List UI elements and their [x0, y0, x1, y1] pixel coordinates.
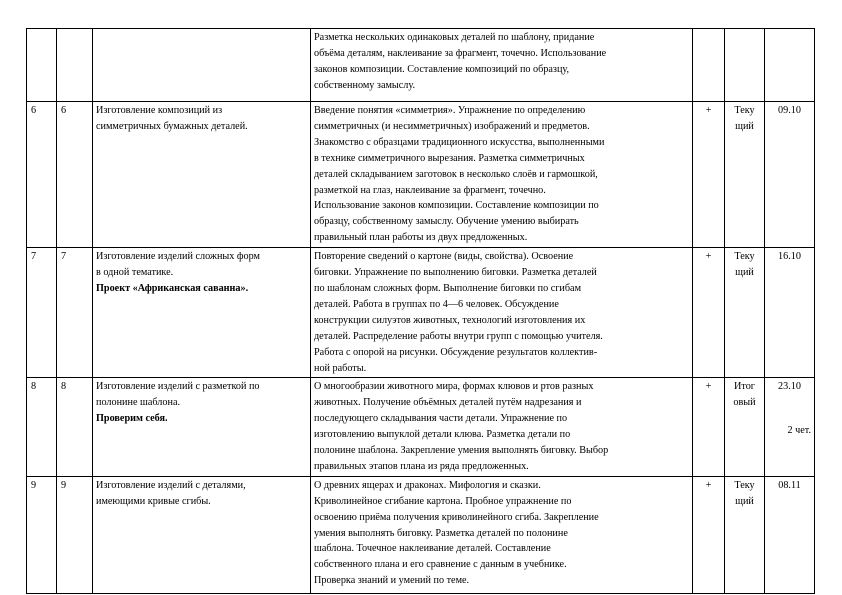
control-type-line: щий: [735, 495, 754, 507]
topic-cell: [93, 378, 311, 476]
lesson-number-cell: [27, 248, 57, 378]
content-line: конструкции силуэтов животных, технологий изготовления их: [314, 314, 586, 326]
project-title: Проект «Африканская саванна».: [96, 282, 249, 294]
content-line: Разметка нескольких одинаковых деталей по шаблону, придание: [314, 32, 595, 43]
mark-cell: [693, 378, 725, 476]
topic-cell: [93, 102, 311, 248]
content-line: Использование законов композиции. Составление композиции по: [314, 200, 599, 212]
content-line: биговки. Упражнение по выполнению биговки. Разметка деталей: [314, 267, 597, 279]
topic-line: полонине шаблона.: [96, 397, 181, 409]
table-row: [27, 248, 815, 378]
content-line: разметкой на глаз, наклеивание за фрагмент, точечно.: [314, 184, 546, 196]
lesson-number-cell: [27, 102, 57, 248]
topic-number: 8: [61, 381, 67, 393]
lesson-date: 23.10: [778, 381, 801, 393]
mark-cell: [693, 29, 725, 102]
control-type-line: Теку: [734, 105, 755, 116]
topic-number-cell: [57, 248, 93, 378]
table-row: [27, 29, 815, 102]
table-row: [27, 378, 815, 476]
lesson-number: 7: [31, 251, 37, 263]
topic-cell: [93, 476, 311, 593]
lesson-number: 9: [31, 479, 37, 491]
lesson-number-cell: [27, 29, 57, 102]
content-line: О древних ящерах и драконах. Мифология и сказки.: [314, 479, 541, 491]
content-line: ной работы.: [314, 362, 367, 374]
content-line: правильных этапов плана из ряда предложенных.: [314, 460, 529, 472]
topic-line: Изготовление изделий с деталями,: [96, 479, 246, 491]
topic-number-cell: [57, 476, 93, 593]
plus-mark: +: [705, 381, 712, 393]
topic-line: Изготовление изделий с разметкой по: [96, 381, 260, 393]
control-type-cell: [725, 476, 765, 593]
topic-number: 9: [61, 479, 67, 491]
control-type-line: Итог: [734, 381, 755, 393]
lesson-number: 6: [31, 105, 37, 116]
content-cell: [311, 378, 693, 476]
control-type-line: овый: [733, 397, 756, 409]
content-line: изготовлению выпуклой детали клюва. Разметка детали по: [314, 429, 571, 441]
control-type-line: Теку: [734, 479, 755, 491]
topic-number-cell: [57, 29, 93, 102]
content-line: Проверка знаний и умений по теме.: [314, 575, 470, 587]
date-cell: [765, 102, 815, 248]
date-cell: [765, 476, 815, 593]
topic-number-cell: [57, 378, 93, 476]
content-line: образцу, собственному замыслу. Обучение умению выбирать: [314, 216, 579, 228]
control-type-line: щий: [735, 267, 754, 279]
lesson-table: [26, 28, 815, 594]
content-line: объёма деталям, наклеивание за фрагмент, точечно. Использование: [314, 47, 607, 59]
topic-line: симметричных бумажных деталей.: [96, 120, 248, 132]
topic-cell: [93, 29, 311, 102]
topic-line: Изготовление композиций из: [96, 105, 223, 116]
lesson-number-cell: [27, 378, 57, 476]
content-line: деталей складыванием заготовок в несколько слоёв и гармошкой,: [314, 168, 598, 180]
content-line: Работа с опорой на рисунки. Обсуждение результатов коллектив-: [314, 346, 598, 358]
topic-number-cell: [57, 102, 93, 248]
content-line: умения выполнять биговку. Разметка деталей по полонине: [314, 527, 568, 539]
date-cell: [765, 378, 815, 476]
plus-mark: +: [705, 105, 712, 116]
content-line: последующего складывания части детали. Упражнение по: [314, 413, 568, 425]
control-type-line: щий: [735, 120, 754, 132]
content-line: животных. Получение объёмных деталей путём надрезания и: [314, 397, 582, 409]
lesson-number: 8: [31, 381, 37, 393]
content-line: по шаблонам сложных форм. Выполнение биговки по сгибам: [314, 282, 582, 294]
quarter-label: 2 чет.: [787, 425, 811, 437]
content-line: шаблона. Точечное наклеивание деталей. Составление: [314, 543, 551, 555]
content-line: Введение понятия «симметрия». Упражнение по определению: [314, 105, 586, 116]
mark-cell: [693, 248, 725, 378]
control-type-cell: [725, 102, 765, 248]
content-line: полонине шаблона. Закрепление умения выполнять биговку. Выбор: [314, 445, 609, 457]
lesson-plan-table: [26, 28, 815, 594]
content-line: правильный план работы из двух предложенных.: [314, 232, 528, 244]
content-line: деталей. Работа в группах по 4—6 человек. Обсуждение: [314, 298, 559, 310]
topic-cell: [93, 248, 311, 378]
date-cell: [765, 248, 815, 378]
content-cell: [311, 248, 693, 378]
content-line: Повторение сведений о картоне (виды, свойства). Освоение: [314, 251, 574, 263]
content-line: Знакомство с образцами традиционного искусства, выполненными: [314, 136, 605, 148]
topic-line: имеющими кривые сгибы.: [96, 495, 211, 507]
content-line: освоению приёма получения криволинейного сгиба. Закрепление: [314, 511, 599, 523]
plus-mark: +: [705, 479, 712, 491]
content-cell: [311, 29, 693, 102]
control-type-line: Теку: [734, 251, 755, 263]
lesson-number-cell: [27, 476, 57, 593]
topic-line: Изготовление изделий сложных форм: [96, 251, 260, 263]
content-line: О многообразии животного мира, формах клювов и ртов разных: [314, 381, 594, 393]
control-type-cell: [725, 29, 765, 102]
content-cell: [311, 102, 693, 248]
lesson-date: 09.10: [778, 105, 801, 116]
topic-number: 6: [61, 105, 67, 116]
control-type-cell: [725, 378, 765, 476]
mark-cell: [693, 102, 725, 248]
content-line: собственного плана и его сравнение с данным в учебнике.: [314, 559, 567, 571]
lesson-date: 08.11: [778, 479, 801, 491]
table-row: [27, 476, 815, 593]
control-type-cell: [725, 248, 765, 378]
content-line: симметричных (и несимметричных) изображений и предметов.: [314, 120, 590, 132]
content-line: в технике симметричного вырезания. Разметка симметричных: [314, 152, 585, 164]
date-cell: [765, 29, 815, 102]
content-line: деталей. Распределение работы внутри групп с помощью учителя.: [314, 330, 603, 342]
content-line: Криволинейное сгибание картона. Пробное упражнение по: [314, 495, 572, 507]
topic-number: 7: [61, 251, 67, 263]
topic-line: в одной тематике.: [96, 267, 174, 279]
project-title: Проверим себя.: [96, 413, 168, 425]
table-row: [27, 102, 815, 248]
content-cell: [311, 476, 693, 593]
content-line: законов композиции. Составление композиций по образцу,: [314, 63, 570, 75]
plus-mark: +: [705, 251, 712, 263]
table-body: [27, 29, 815, 594]
content-line: собственному замыслу.: [314, 79, 415, 91]
mark-cell: [693, 476, 725, 593]
lesson-date: 16.10: [778, 251, 801, 263]
